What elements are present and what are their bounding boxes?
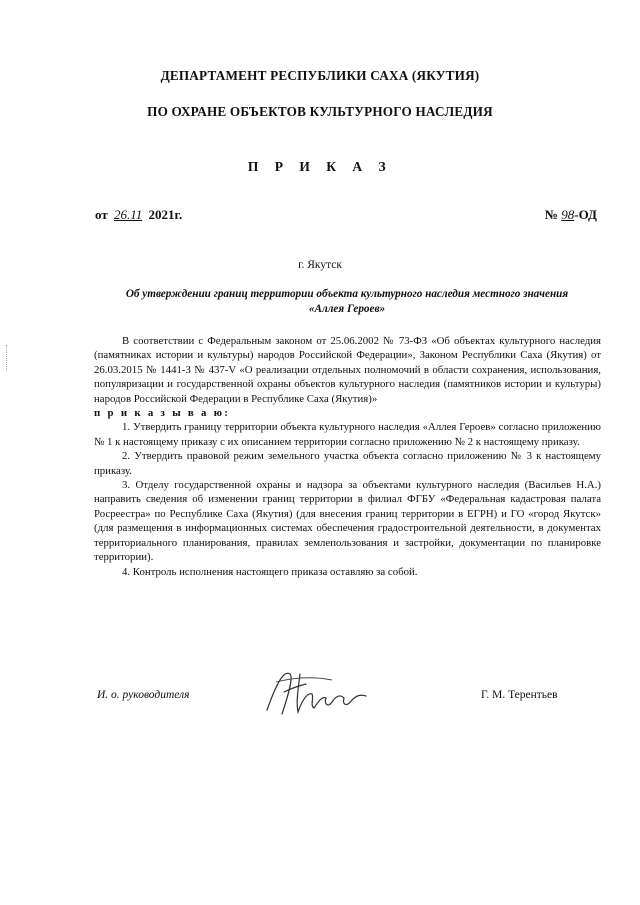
header-line-2: ПО ОХРАНЕ ОБЪЕКТОВ КУЛЬТУРНОГО НАСЛЕДИЯ — [147, 104, 493, 119]
date-handwritten: 26.11 — [113, 207, 143, 222]
signatory-name: Г. М. Терентьев — [481, 689, 558, 701]
header-line-1: ДЕПАРТАМЕНТ РЕСПУБЛИКИ САХА (ЯКУТИЯ) — [160, 68, 480, 83]
margin-mark — [6, 345, 9, 371]
body-item-4: 4. Контроль исполнения настоящего приказа оставляю за собой. — [122, 565, 418, 578]
body-item-3: 3. Отделу государственной охраны и надзора за объектами культурного наследия (Васильев Н.А.) направить сведения об изменении границ территории в филиал ФГБУ «Федеральная кадастровая палата Росреестра» по Республике Саха (Якутия) (для внесения границ территории в ЕГРН) и ГО «город Якутск» (для размещения в информационных системах обеспечения градостроительной деятельности, в документах территориального планирования, правилах землепользования и застройки, документации по планировке территории). — [94, 479, 601, 564]
signatory-position: И. о. руководителя — [97, 689, 190, 701]
city: г. Якутск — [298, 259, 342, 271]
document-number — [545, 207, 597, 223]
order-word: п р и к а з ы в а ю: — [94, 407, 231, 420]
document-title: П Р И К А З — [247, 159, 393, 174]
date-prefix: от — [95, 207, 108, 222]
body-item-2: 2. Утвердить правовой режим земельного участка объекта согласно приложению № 3 к настоящему приказу. — [94, 450, 601, 477]
number-handwritten: 98 — [561, 207, 575, 222]
document-body — [94, 334, 601, 579]
number-suffix: -ОД — [574, 207, 597, 222]
document-date — [95, 207, 182, 223]
date-year: 2021г. — [148, 207, 183, 222]
body-item-1: 1. Утвердить границу территории объекта культурного наследия «Аллея Героев» согласно приложению № 1 к настоящему приказу с их описанием территории согласно приложению № 2 к настоящему приказу. — [94, 421, 601, 448]
number-prefix: № — [544, 207, 558, 222]
body-intro: В соответствии с Федеральным законом от 25.06.2002 № 73-ФЗ «Об объектах культурного наследия (памятниках истории и культуры) народов Российской Федерации», Законом Республики Саха (Якутия) от 26.03.2015 № 1441-З № 437-V «О реализации отдельных полномочий в области сохранения, использования, популяризации и государственной охраны объектов культурного наследия (памятников истории и культуры) народов Российской Федерации в Республике Саха (Якутия)» — [94, 335, 601, 405]
handwritten-signature — [262, 662, 372, 722]
document-subject: Об утверждении границ территории объекта культурного наследия местного значения «Аллея Героев» — [125, 288, 569, 315]
